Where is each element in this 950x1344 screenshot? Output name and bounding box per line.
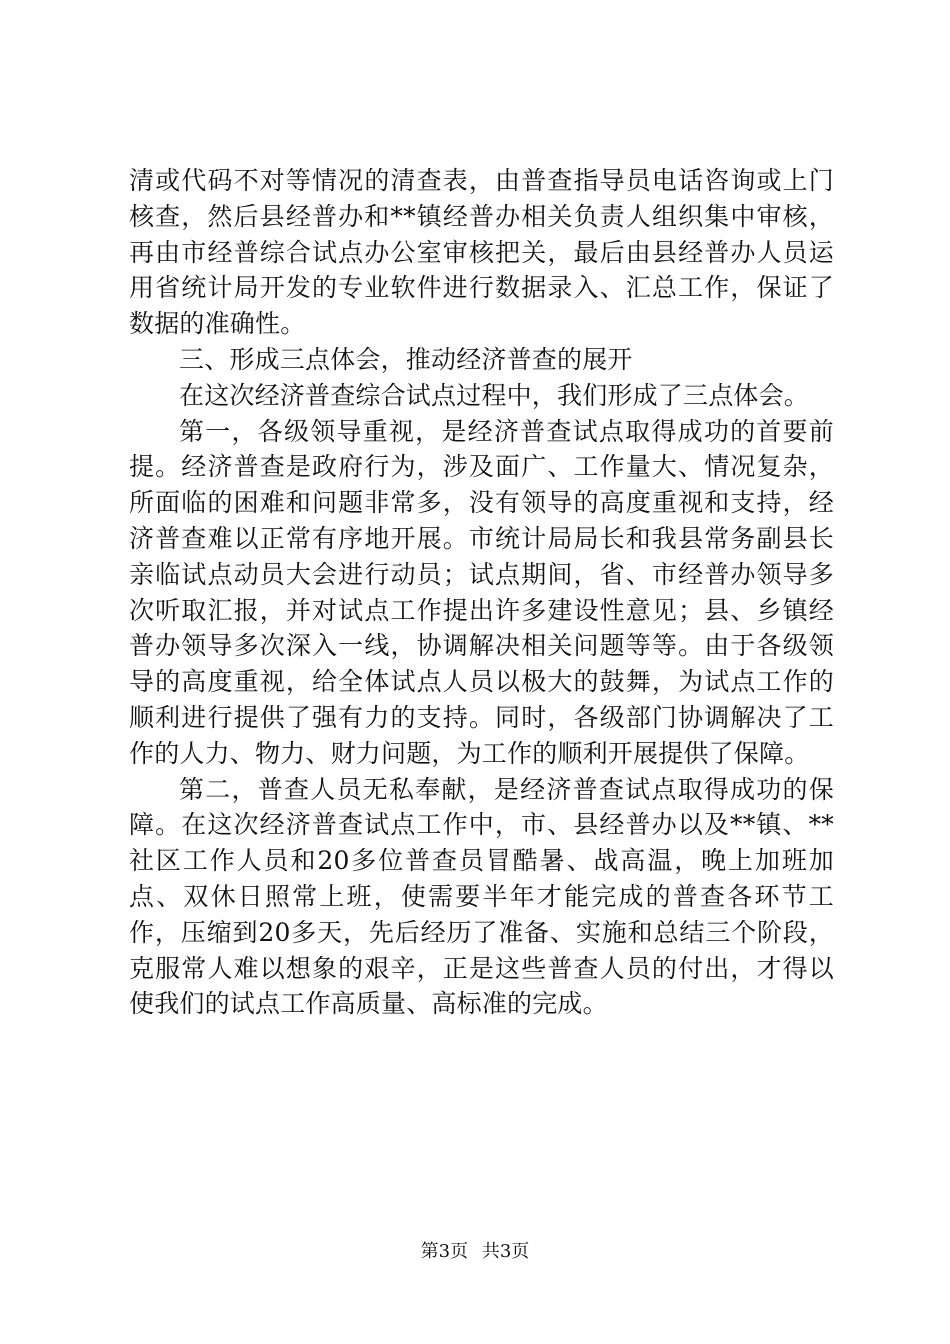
page-total: 共3页: [481, 1241, 530, 1262]
paragraph-3: 第一，各级领导重视，是经济普查试点取得成功的首要前提。经济普查是政府行为，涉及面广、工作量大、情况复杂，所面临的困难和问题非常多，没有领导的高度重视和支持，经济普查难以正常有序地开展。市统计局局长和我县常务副县长亲临试点动员大会进行动员；试点期间，省、市经普办领导多次听取汇报，并对试点工作提出许多建设性意见；县、乡镇经普办领导多次深入一线，协调解决相关问题等等。由于各级领导的高度重视，给全体试点人员以极大的鼓舞，为试点工作的顺利进行提供了强有力的支持。同时，各级部门协调解决了工作的人力、物力、财力问题，为工作的顺利开展提供了保障。: [129, 416, 834, 768]
document-body: [129, 163, 834, 1022]
page-number: 第3页: [420, 1241, 469, 1262]
page-footer: [0, 1240, 950, 1264]
paragraph-4: 第二，普查人员无私奉献，是经济普查试点取得成功的保障。在这次经济普查试点工作中，市、县经普办以及**镇、**社区工作人员和20多位普查员冒酷暑、战高温，晚上加班加点、双休日照常上班，使需要半年才能完成的普查各环节工作，压缩到20多天，先后经历了准备、实施和总结三个阶段，克服常人难以想象的艰辛，正是这些普查人员的付出，才得以使我们的试点工作高质量、高标准的完成。: [129, 774, 834, 1019]
paragraph-1: 清或代码不对等情况的清查表，由普查指导员电话咨询或上门核查，然后县经普办和**镇经普办相关负责人组织集中审核，再由市经普综合试点办公室审核把关，最后由县经普办人员运用省统计局开发的专业软件进行数据录入、汇总工作，保证了数据的准确性。: [129, 166, 834, 339]
paragraph-2: 在这次经济普查综合试点过程中，我们形成了三点体会。: [179, 380, 810, 410]
section-heading-3: 三、形成三点体会，推动经济普查的展开: [179, 344, 633, 374]
